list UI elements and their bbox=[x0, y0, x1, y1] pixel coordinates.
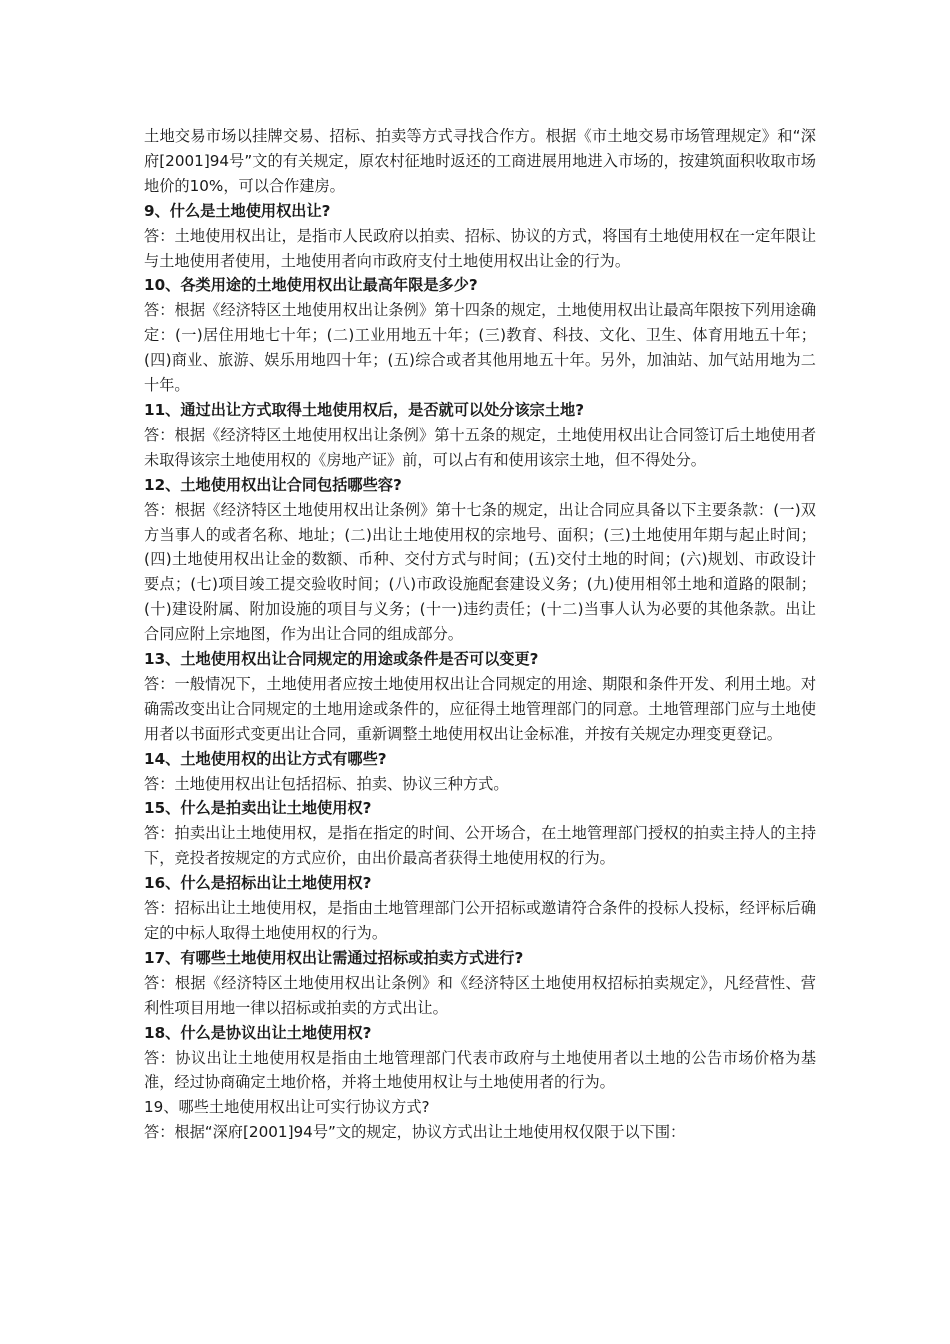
answer-17: 答：根据《经济特区土地使用权出让条例》和《经济特区土地使用权招标拍卖规定》，凡经营性、营利性项目用地一律以招标或拍卖的方式出让。 bbox=[144, 973, 816, 1017]
answer-15: 答：拍卖出让土地使用权，是指在指定的时间、公开场合，在土地管理部门授权的拍卖主持人的主持下，竞投者按规定的方式应价，由出价最高者获得土地使用权的行为。 bbox=[144, 824, 816, 868]
answer-13: 答：一般情况下，土地使用者应按土地使用权出让合同规定的用途、期限和条件开发、利用土地。对确需改变出让合同规定的土地用途或条件的，应征得土地管理部门的同意。土地管理部门应与土地使用者以书面形式变更出让合同，重新调整土地使用权出让金标准，并按有关规定办理变更登记。 bbox=[144, 674, 816, 743]
question-14-heading: 14、土地使用权的出让方式有哪些? bbox=[144, 749, 387, 768]
question-19-heading: 19、哪些土地使用权出让可实行协议方式? bbox=[144, 1098, 430, 1117]
question-16-heading: 16、什么是招标出让土地使用权? bbox=[144, 874, 372, 893]
answer-11: 答：根据《经济特区土地使用权出让条例》第十五条的规定，土地使用权出让合同签订后土地使用者未取得该宗土地使用权的《房地产证》前，可以占有和使用该宗土地，但不得处分。 bbox=[144, 425, 816, 469]
answer-10: 答：根据《经济特区土地使用权出让条例》第十四条的规定，土地使用权出让最高年限按下列用途确定：(一)居住用地七十年；(二)工业用地五十年；(三)教育、科技、文化、卫生、体育用地五十年；(四)商业、旅游、娱乐用地四十年；(五)综合或者其他用地五十年。另外，加油站、加气站用地为二十年。 bbox=[144, 301, 816, 395]
question-17-heading: 17、有哪些土地使用权出让需通过招标或拍卖方式进行? bbox=[144, 948, 524, 967]
answer-19: 答：根据“深府[2001]94号”文的规定，协议方式出让土地使用权仅限于以下围： bbox=[144, 1123, 686, 1142]
question-15-heading: 15、什么是拍卖出让土地使用权? bbox=[144, 799, 372, 818]
question-12-heading: 12、土地使用权出让合同包括哪些容? bbox=[144, 475, 402, 494]
question-10-heading: 10、各类用途的土地使用权出让最高年限是多少? bbox=[144, 276, 478, 295]
answer-12: 答：根据《经济特区土地使用权出让条例》第十七条的规定，出让合同应具备以下主要条款：(一)双方当事人的或者名称、地址；(二)出让土地使用权的宗地号、面积；(三)土地使用年期与起止时间；(四)土地使用权出让金的数额、币种、交付方式与时间；(五)交付土地的时间；(六)规划、市政设计要点；(七)项目竣工提交验收时间；(八)市政设施配套建设义务；(九)使用相邻土地和道路的限制；(十)建设附属、附加设施的项目与义务；(十一)违约责任；(十二)当事人认为必要的其他条款。出让合同应附上宗地图，作为出让合同的组成部分。 bbox=[144, 500, 816, 644]
answer-9: 答：土地使用权出让，是指市人民政府以拍卖、招标、协议的方式，将国有土地使用权在一定年限让与土地使用者使用，土地使用者向市政府支付土地使用权出让金的行为。 bbox=[144, 226, 816, 270]
answer-16: 答：招标出让土地使用权，是指由土地管理部门公开招标或邀请符合条件的投标人投标，经评标后确定的中标人取得土地使用权的行为。 bbox=[144, 899, 816, 942]
question-13-heading: 13、土地使用权出让合同规定的用途或条件是否可以变更? bbox=[144, 650, 539, 669]
question-9-heading: 9、什么是土地使用权出让? bbox=[144, 201, 331, 220]
document-body bbox=[144, 124, 816, 1145]
answer-14: 答：土地使用权出让包括招标、拍卖、协议三种方式。 bbox=[144, 774, 509, 793]
answer-18: 答：协议出让土地使用权是指由土地管理部门代表市政府与土地使用者以土地的公告市场价格为基准，经过协商确定土地价格，并将土地使用权让与土地使用者的行为。 bbox=[144, 1048, 816, 1092]
paragraph-intro-continuation: 土地交易市场以挂牌交易、招标、拍卖等方式寻找合作方。根据《市土地交易市场管理规定》和“深府[2001]94号”文的有关规定，原农村征地时返还的工商进展用地进入市场的，按建筑面积收取市场地价的10%，可以合作建房。 bbox=[144, 127, 816, 195]
question-18-heading: 18、什么是协议出让土地使用权? bbox=[144, 1023, 372, 1042]
question-11-heading: 11、通过出让方式取得土地使用权后，是否就可以处分该宗土地? bbox=[144, 400, 585, 419]
